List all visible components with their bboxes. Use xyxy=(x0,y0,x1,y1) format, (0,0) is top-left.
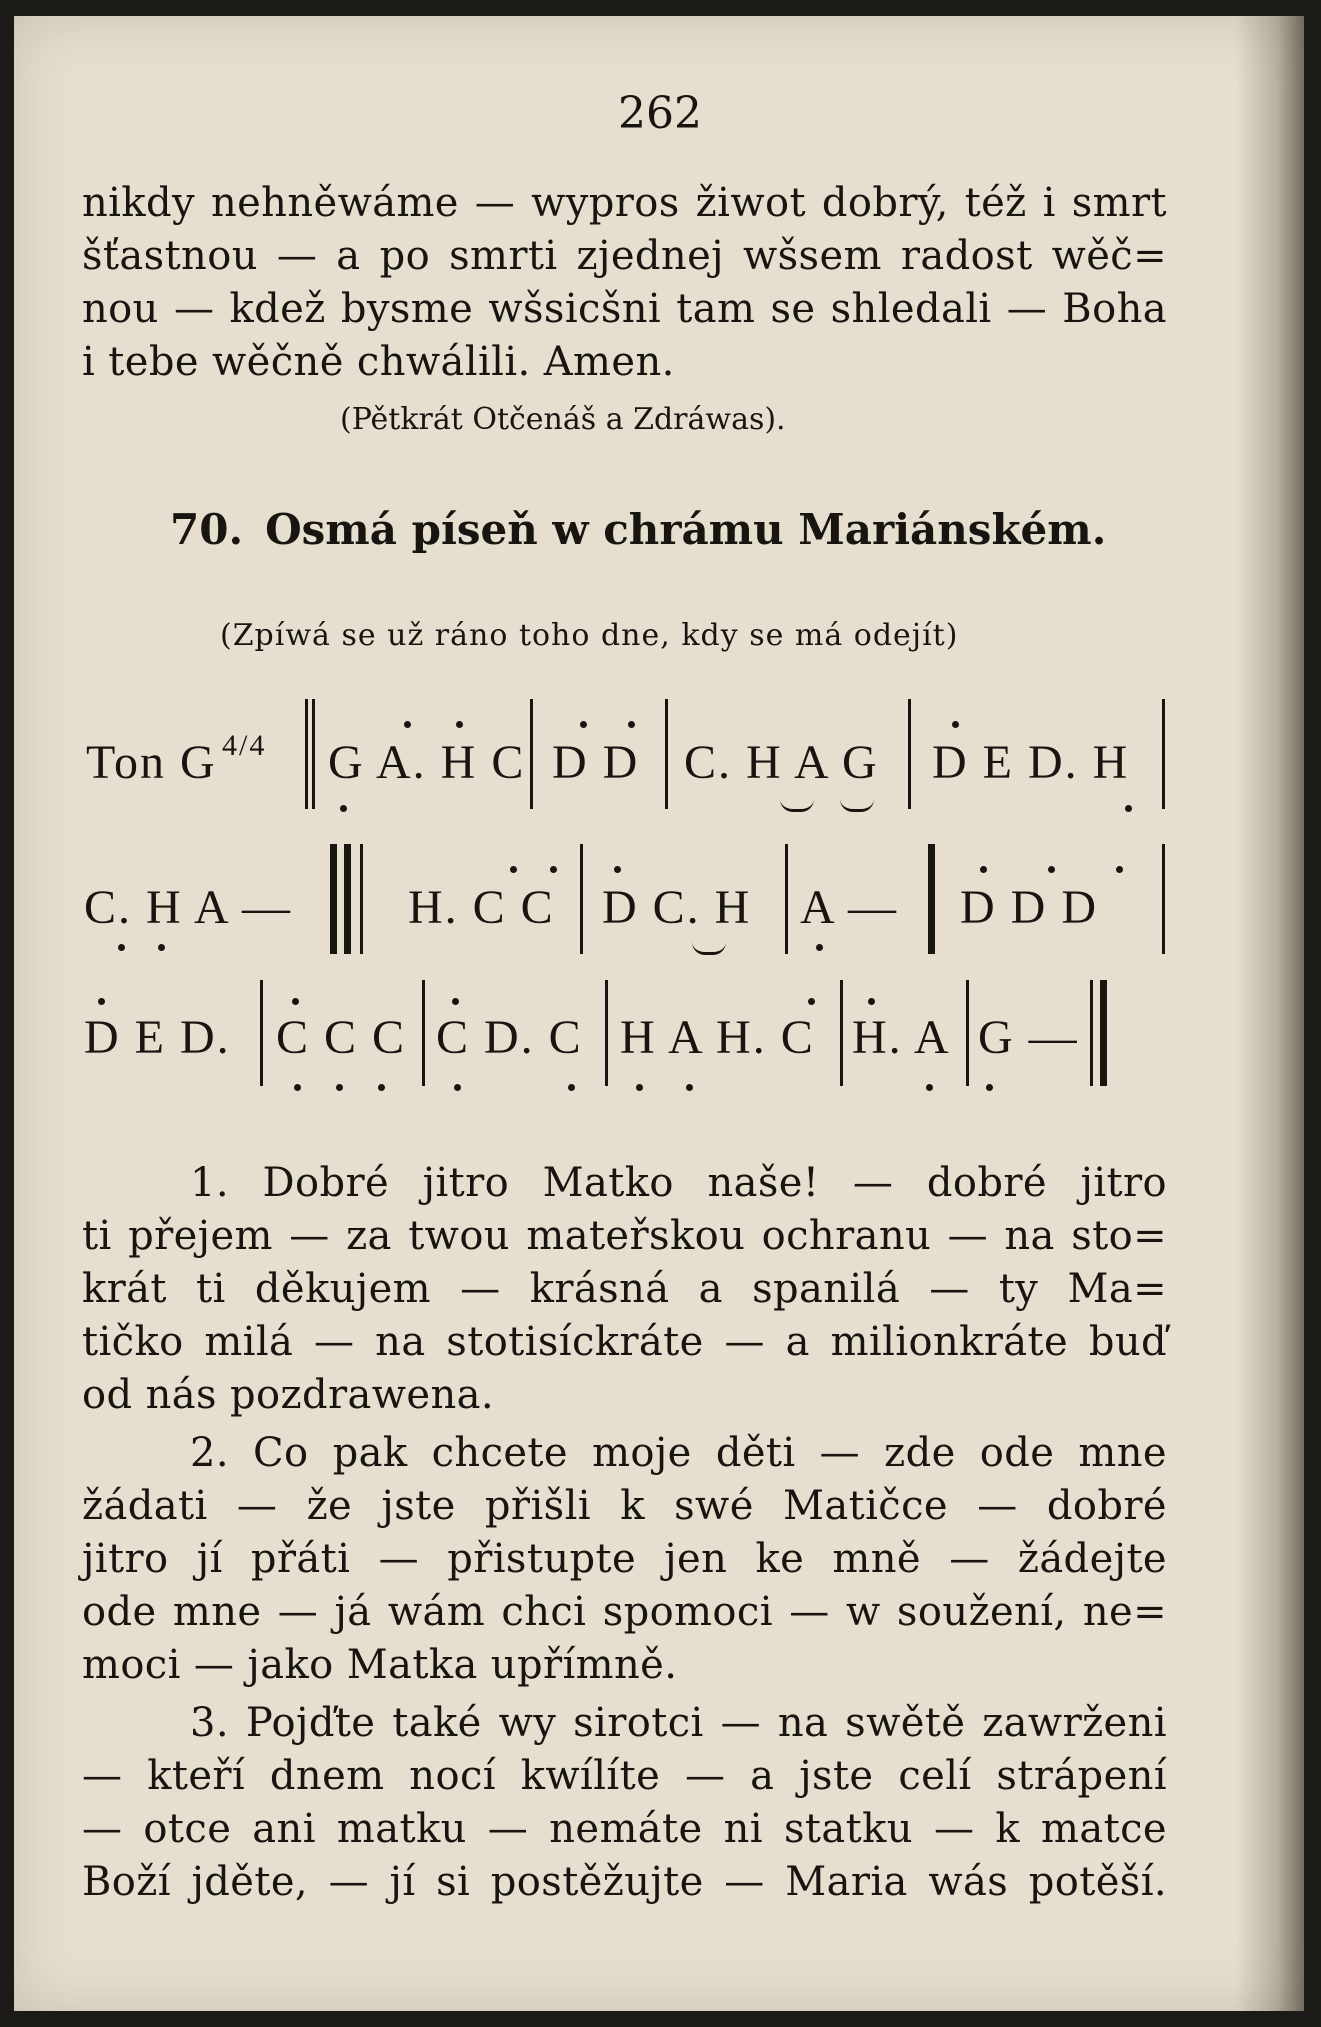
barline xyxy=(305,699,308,809)
slur xyxy=(780,799,814,812)
low-dot xyxy=(986,1084,993,1091)
octave-dot xyxy=(292,998,299,1005)
verse-2-line-3: jitro jí přáti — přistupte jen ke mně — žádejte xyxy=(82,1536,1167,1582)
barline xyxy=(422,980,425,1086)
note-group: D D D xyxy=(960,881,1098,934)
note-group: H. C C xyxy=(408,881,555,934)
octave-dot xyxy=(404,721,411,728)
octave-dot xyxy=(98,998,105,1005)
octave-dot xyxy=(510,866,517,873)
barline xyxy=(605,980,608,1086)
note-group: D C. H xyxy=(602,881,752,934)
octave-dot xyxy=(1048,866,1055,873)
barline xyxy=(840,980,843,1086)
low-dot xyxy=(340,805,347,812)
verse-1-line-2: ti přejem — za twou mateřskou ochranu — na sto= xyxy=(82,1213,1167,1259)
verse-3-line-3: — otce ani matku — nemáte ni statku — k matce xyxy=(82,1806,1167,1852)
key-label: Ton G xyxy=(86,736,217,789)
verse-2-line-2: žádati — že jste přišli k swé Matičce — dobré xyxy=(82,1483,1167,1529)
barline xyxy=(530,699,533,809)
song-heading xyxy=(170,505,1106,554)
octave-dot xyxy=(1116,866,1123,873)
note-group: C C C xyxy=(276,1011,407,1064)
low-dot xyxy=(636,1084,643,1091)
music-row-2 xyxy=(80,880,1170,990)
prayer-note: (Pětkrát Otčenáš a Zdráwas). xyxy=(340,402,786,437)
double-barline xyxy=(330,844,337,954)
barline xyxy=(360,844,363,954)
octave-dot xyxy=(868,998,875,1005)
low-dot xyxy=(294,1084,301,1091)
note-group: D E D. H xyxy=(932,736,1130,789)
barline xyxy=(785,844,788,954)
song-title: Osmá píseň w chrámu Mariánském. xyxy=(265,505,1107,554)
slur xyxy=(840,799,874,812)
song-number: 70. xyxy=(170,505,244,554)
intro-line-1: nikdy nehněwáme — wypros žiwot dobrý, též i smrt xyxy=(82,180,1167,226)
low-dot xyxy=(158,944,165,951)
verse-3-line-2: — kteří dnem nocí kwílíte — a jste celí strápení xyxy=(82,1753,1167,1799)
page-number: 262 xyxy=(618,88,702,139)
barline xyxy=(260,980,263,1086)
barline xyxy=(1162,699,1165,809)
note-group: C. H A — xyxy=(84,881,293,934)
thick-barline xyxy=(928,844,935,954)
double-barline xyxy=(344,844,351,954)
low-dot xyxy=(686,1084,693,1091)
barline xyxy=(312,699,315,809)
slur xyxy=(692,942,726,955)
note-group: H A H. C xyxy=(620,1011,815,1064)
octave-dot xyxy=(952,721,959,728)
low-dot xyxy=(336,1084,343,1091)
octave-dot xyxy=(628,721,635,728)
note-group: C. H A G xyxy=(684,736,879,789)
verse-1-line-5: od nás pozdrawena. xyxy=(82,1372,495,1418)
note-group: D D xyxy=(552,736,640,789)
time-signature: 4/4 xyxy=(222,729,267,762)
intro-line-2: šťastnou — a po smrti zjednej wšsem radost wěč= xyxy=(82,233,1167,279)
barline xyxy=(665,699,668,809)
verse-2-line-1: 2. Co pak chcete moje děti — zde ode mne xyxy=(190,1430,1167,1476)
low-dot xyxy=(378,1084,385,1091)
intro-line-4: i tebe wěčně chwálili. Amen. xyxy=(82,339,675,385)
barline xyxy=(1090,980,1093,1086)
note-group: H. A xyxy=(852,1011,951,1064)
low-dot xyxy=(816,944,823,951)
note-group: G A. H C xyxy=(328,736,526,789)
verse-3-line-1: 3. Pojďte také wy sirotci — na swětě zawrženi xyxy=(190,1700,1167,1746)
verse-2-line-5: moci — jako Matka upřímně. xyxy=(82,1642,678,1688)
music-row-1 xyxy=(80,729,1170,845)
verse-2-line-4: ode mne — já wám chci spomoci — w soužení, ne= xyxy=(82,1589,1167,1635)
note-group: D E D. xyxy=(84,1011,231,1064)
low-dot xyxy=(454,1084,461,1091)
intro-line-3: nou — kdež bysme wšsicšni tam se shledali — Boha xyxy=(82,286,1167,332)
note-group: A — xyxy=(800,881,899,934)
octave-dot xyxy=(580,721,587,728)
music-row-3 xyxy=(80,1010,1170,1120)
octave-dot xyxy=(452,998,459,1005)
verse-1-line-1: 1. Dobré jitro Matko naše! — dobré jitro xyxy=(190,1160,1167,1206)
verse-1-line-3: krát ti děkujem — krásná a spanilá — ty Ma= xyxy=(82,1266,1167,1312)
octave-dot xyxy=(808,998,815,1005)
verse-3-line-4: Boží jděte, — jí si postěžujte — Maria wás potěší. xyxy=(82,1859,1167,1905)
octave-dot xyxy=(550,866,557,873)
barline xyxy=(1162,844,1165,954)
octave-dot xyxy=(456,721,463,728)
octave-dot xyxy=(980,866,987,873)
note-group: C D. C xyxy=(436,1011,583,1064)
song-subtitle: (Zpíwá se už ráno toho dne, kdy se má odejít) xyxy=(220,618,959,653)
barline xyxy=(580,844,583,954)
octave-dot xyxy=(614,866,621,873)
low-dot xyxy=(568,1084,575,1091)
barline xyxy=(966,980,969,1086)
final-barline xyxy=(1100,980,1107,1086)
low-dot xyxy=(1125,805,1132,812)
verse-1-line-4: tičko milá — na stotisíckráte — a milionkráte buď xyxy=(82,1319,1167,1365)
barline xyxy=(908,699,911,809)
low-dot xyxy=(118,944,125,951)
note-group: G — xyxy=(978,1011,1079,1064)
page-gutter-shadow xyxy=(1235,16,1305,2011)
low-dot xyxy=(926,1084,933,1091)
